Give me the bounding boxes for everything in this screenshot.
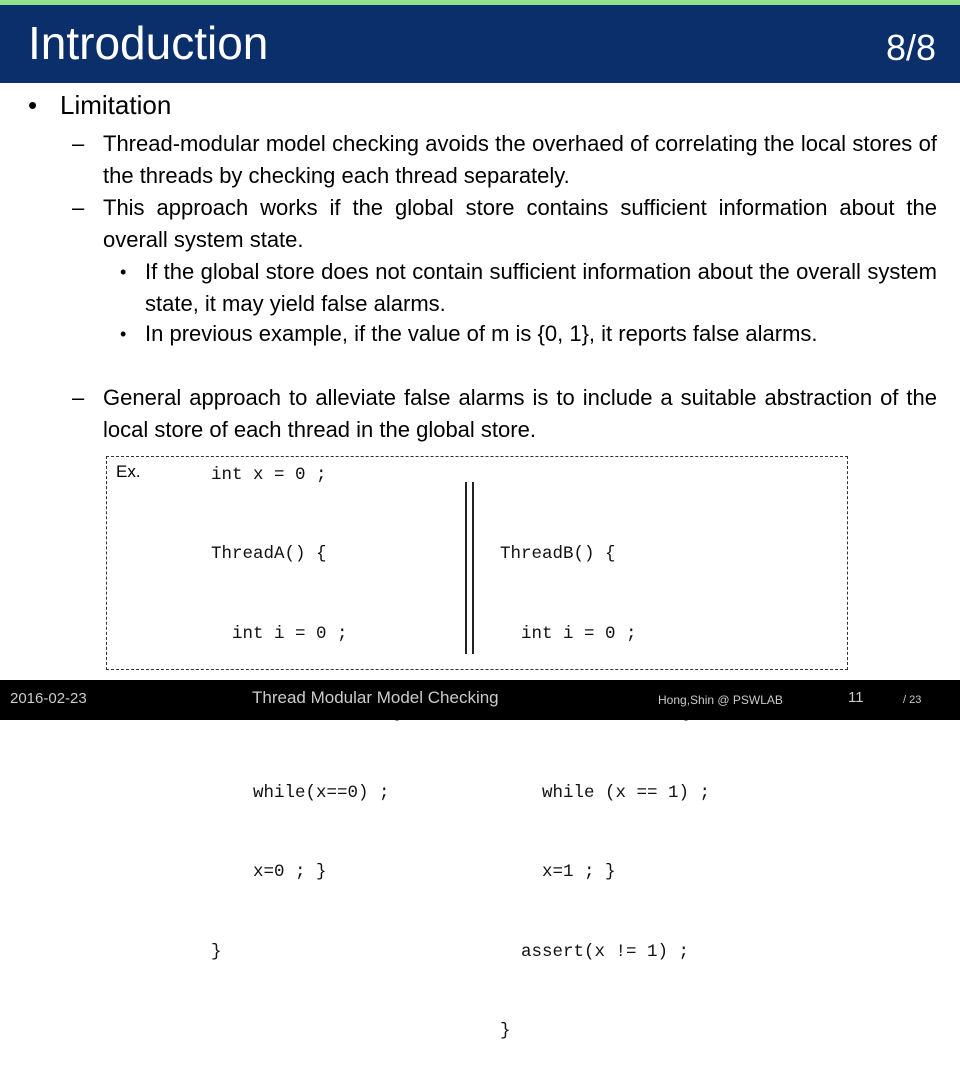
footer-page-number: 11: [848, 689, 864, 706]
code-line: assert(x != 1) ;: [500, 941, 690, 962]
dash-icon: –: [72, 195, 85, 220]
point-text: General approach to alleviate false alarms is to include a suitable abstraction of the local store of each thread in the global store.: [103, 385, 937, 442]
thread-b-code: [500, 488, 710, 1071]
code-line: x=0 ; }: [211, 862, 327, 882]
code-line: }: [500, 1021, 511, 1041]
footer-date: 2016-02-23: [10, 690, 87, 707]
code-line: int i = 0 ;: [500, 623, 637, 644]
bullet-icon: •: [120, 262, 127, 282]
subpoint-text: In previous example, if the value of m is {0, 1}, it reports false alarms.: [145, 321, 818, 346]
page-indicator: 8/8: [885, 27, 936, 68]
point-text: This approach works if the global store contains sufficient information about the overall system state.: [103, 195, 937, 252]
example-label: Ex.: [116, 462, 141, 481]
footer-total-pages: / 23: [903, 694, 922, 706]
code-line: while (x == 1) ;: [500, 782, 711, 803]
bullet-icon: •: [120, 324, 127, 344]
footer-author: Hong,Shin @ PSWLAB: [658, 693, 783, 707]
footer-title: Thread Modular Model Checking: [252, 688, 499, 707]
parallel-separator: [472, 482, 474, 654]
thread-a-code: [211, 488, 400, 992]
bullet-icon: •: [28, 90, 38, 120]
code-line: x=1 ; }: [500, 862, 616, 882]
limitation-heading: Limitation: [60, 90, 172, 120]
dash-icon: –: [72, 385, 85, 410]
code-line: int i = 0 ;: [211, 623, 348, 644]
parallel-separator: [465, 482, 467, 654]
code-line: while(x==0) ;: [211, 782, 390, 803]
point-text: Thread-modular model checking avoids the overhaed of correlating the local stores of the threads by checking each thread separately.: [103, 131, 937, 188]
dash-icon: –: [72, 131, 85, 156]
global-code: int x = 0 ;: [211, 465, 327, 485]
subpoint-text: If the global store does not contain sufficient information about the overall system state, it may yield false alarms.: [145, 259, 937, 316]
bullet-limitation: [28, 88, 172, 122]
code-line: ThreadA() {: [211, 544, 327, 564]
slide-title: Introduction: [28, 17, 269, 69]
code-line: ThreadB() {: [500, 544, 616, 564]
code-line: }: [211, 941, 222, 962]
